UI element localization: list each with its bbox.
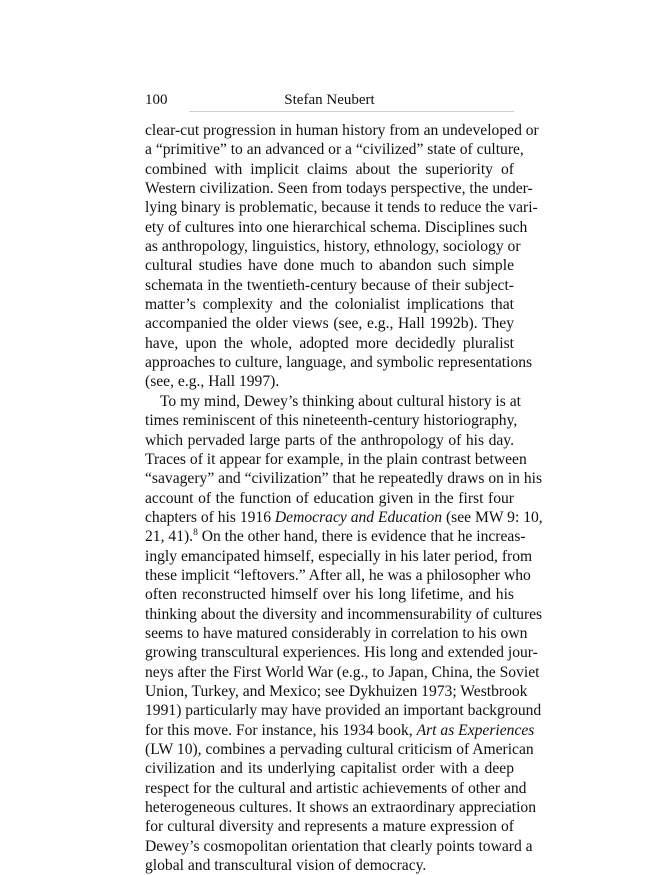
- text-line: [145, 198, 538, 217]
- text-run: Dewey’s cosmopolitan orientation that clearly points toward a: [145, 837, 533, 855]
- text-run: heterogeneous cultures. It shows an extraordinary appreciation: [145, 799, 537, 817]
- text-run: global and transcultural vision of democracy.: [145, 857, 427, 875]
- text-line: [145, 276, 514, 295]
- text-run: respect for the cultural and artistic achievements of other and: [145, 779, 527, 797]
- italic-title: Democracy and Education: [274, 508, 443, 526]
- text-run: (see, e.g., Hall 1997).: [145, 373, 280, 391]
- text-run: neys after the First World War (e.g., to Japan, China, the Soviet: [145, 663, 540, 681]
- text-run: approaches to culture, language, and symbolic representations: [145, 354, 533, 372]
- text-run: chapters of his 1916: [145, 508, 275, 526]
- text-run: Western civilization. Seen from todays perspective, the under-: [145, 180, 533, 198]
- text-run: 1991) particularly may have provided an important background: [145, 702, 542, 720]
- italic-title: Art as Experiences: [416, 721, 535, 739]
- text-line: [145, 566, 531, 585]
- text-line: [145, 759, 514, 778]
- text-run: ety of cultures into one hierarchical schema. Disciplines such: [145, 218, 528, 236]
- text-line: [145, 740, 534, 759]
- text-line: [145, 779, 527, 798]
- paragraph: [145, 121, 539, 392]
- text-line: [145, 295, 514, 314]
- text-run: “savagery” and “civilization” that he repeatedly draws on in his: [145, 470, 543, 488]
- text-line: [145, 682, 528, 701]
- text-line: [145, 663, 540, 682]
- text-line: [145, 179, 533, 198]
- text-run: combined with implicit claims about the superiority of: [145, 160, 514, 178]
- text-run: these implicit “leftovers.” After all, he was a philosopher who: [145, 566, 531, 584]
- text-line: [145, 837, 533, 856]
- running-head: Stefan Neubert: [284, 92, 375, 108]
- text-run: schemata in the twentieth-century because of their subject-: [145, 276, 514, 294]
- text-run: a “primitive” to an advanced or a “civilized” state of culture,: [145, 141, 524, 159]
- text-run: accompanied the older views (see, e.g., Hall 1992b). They: [145, 315, 514, 333]
- text-line: [145, 218, 528, 237]
- text-line: [145, 643, 538, 662]
- text-run: Traces of it appear for example, in the plain contrast between: [145, 450, 527, 468]
- text-run: growing transcultural experiences. His long and extended jour-: [145, 644, 538, 662]
- text-run: cultural studies have done much to abandon such simple: [145, 257, 514, 275]
- text-line: [145, 140, 524, 159]
- text-line: [145, 160, 514, 179]
- text-line: [145, 353, 533, 372]
- page-number: 100: [145, 92, 168, 108]
- text-line: [145, 721, 535, 740]
- text-run: often reconstructed himself over his long lifetime, and his: [145, 586, 514, 604]
- text-line: [145, 431, 514, 450]
- text-line: [145, 489, 514, 508]
- text-line: [145, 314, 514, 333]
- text-line: [145, 411, 518, 430]
- text-line: [145, 121, 539, 140]
- text-line: [145, 450, 527, 469]
- text-run: seems to have matured considerably in correlation to his own: [145, 624, 528, 642]
- text-line: [145, 469, 543, 488]
- text-run: civilization and its underlying capitalist order with a deep: [145, 760, 514, 778]
- text-line: [145, 547, 533, 566]
- text-line: [145, 372, 514, 391]
- text-run: times reminiscent of this nineteenth-century historiography,: [145, 412, 518, 430]
- text-line: [145, 798, 537, 817]
- text-line: [145, 237, 521, 256]
- text-run: for cultural diversity and represents a mature expression of: [145, 818, 514, 836]
- text-run: (LW 10), combines a pervading cultural criticism of American: [145, 741, 534, 758]
- text-run: for this move. For instance, his 1934 book,: [145, 721, 417, 739]
- header-rule: [189, 111, 514, 112]
- text-line: [145, 701, 542, 720]
- text-run: (see MW 9: 10,: [442, 508, 543, 526]
- body-text: [145, 121, 543, 875]
- text-run: 21, 41).: [145, 528, 194, 546]
- paragraph: [145, 392, 543, 875]
- page-header: [145, 86, 514, 110]
- text-line: [145, 856, 514, 875]
- text-run: Union, Turkey, and Mexico; see Dykhuizen 1973; Westbrook: [145, 682, 528, 700]
- text-run: matter’s complexity and the colonialist implications that: [145, 296, 514, 314]
- text-line: [145, 817, 514, 836]
- text-line: [145, 392, 521, 411]
- text-line: [145, 508, 543, 527]
- text-run: which pervaded large parts of the anthropology of his day.: [145, 431, 514, 449]
- text-line: [145, 624, 528, 643]
- text-run: account of the function of education given in the first four: [145, 489, 514, 507]
- text-run: lying binary is problematic, because it tends to reduce the vari-: [145, 199, 538, 217]
- footnote-ref: 8: [193, 528, 198, 539]
- text-run: To my mind, Dewey’s thinking about cultural history is at: [160, 392, 521, 410]
- text-run: have, upon the whole, adopted more decidedly pluralist: [145, 334, 514, 352]
- text-run: On the other hand, there is evidence that he increas-: [197, 528, 526, 546]
- text-line: [145, 585, 514, 604]
- text-line: [145, 605, 543, 624]
- text-run: thinking about the diversity and incommensurability of cultures: [145, 605, 543, 623]
- text-line: [145, 527, 526, 546]
- text-run: ingly emancipated himself, especially in his later period, from: [145, 547, 533, 565]
- text-run: clear-cut progression in human history from an undeveloped or: [145, 122, 539, 139]
- text-line: [145, 334, 514, 353]
- text-run: as anthropology, linguistics, history, ethnology, sociology or: [145, 238, 521, 256]
- text-line: [145, 256, 514, 275]
